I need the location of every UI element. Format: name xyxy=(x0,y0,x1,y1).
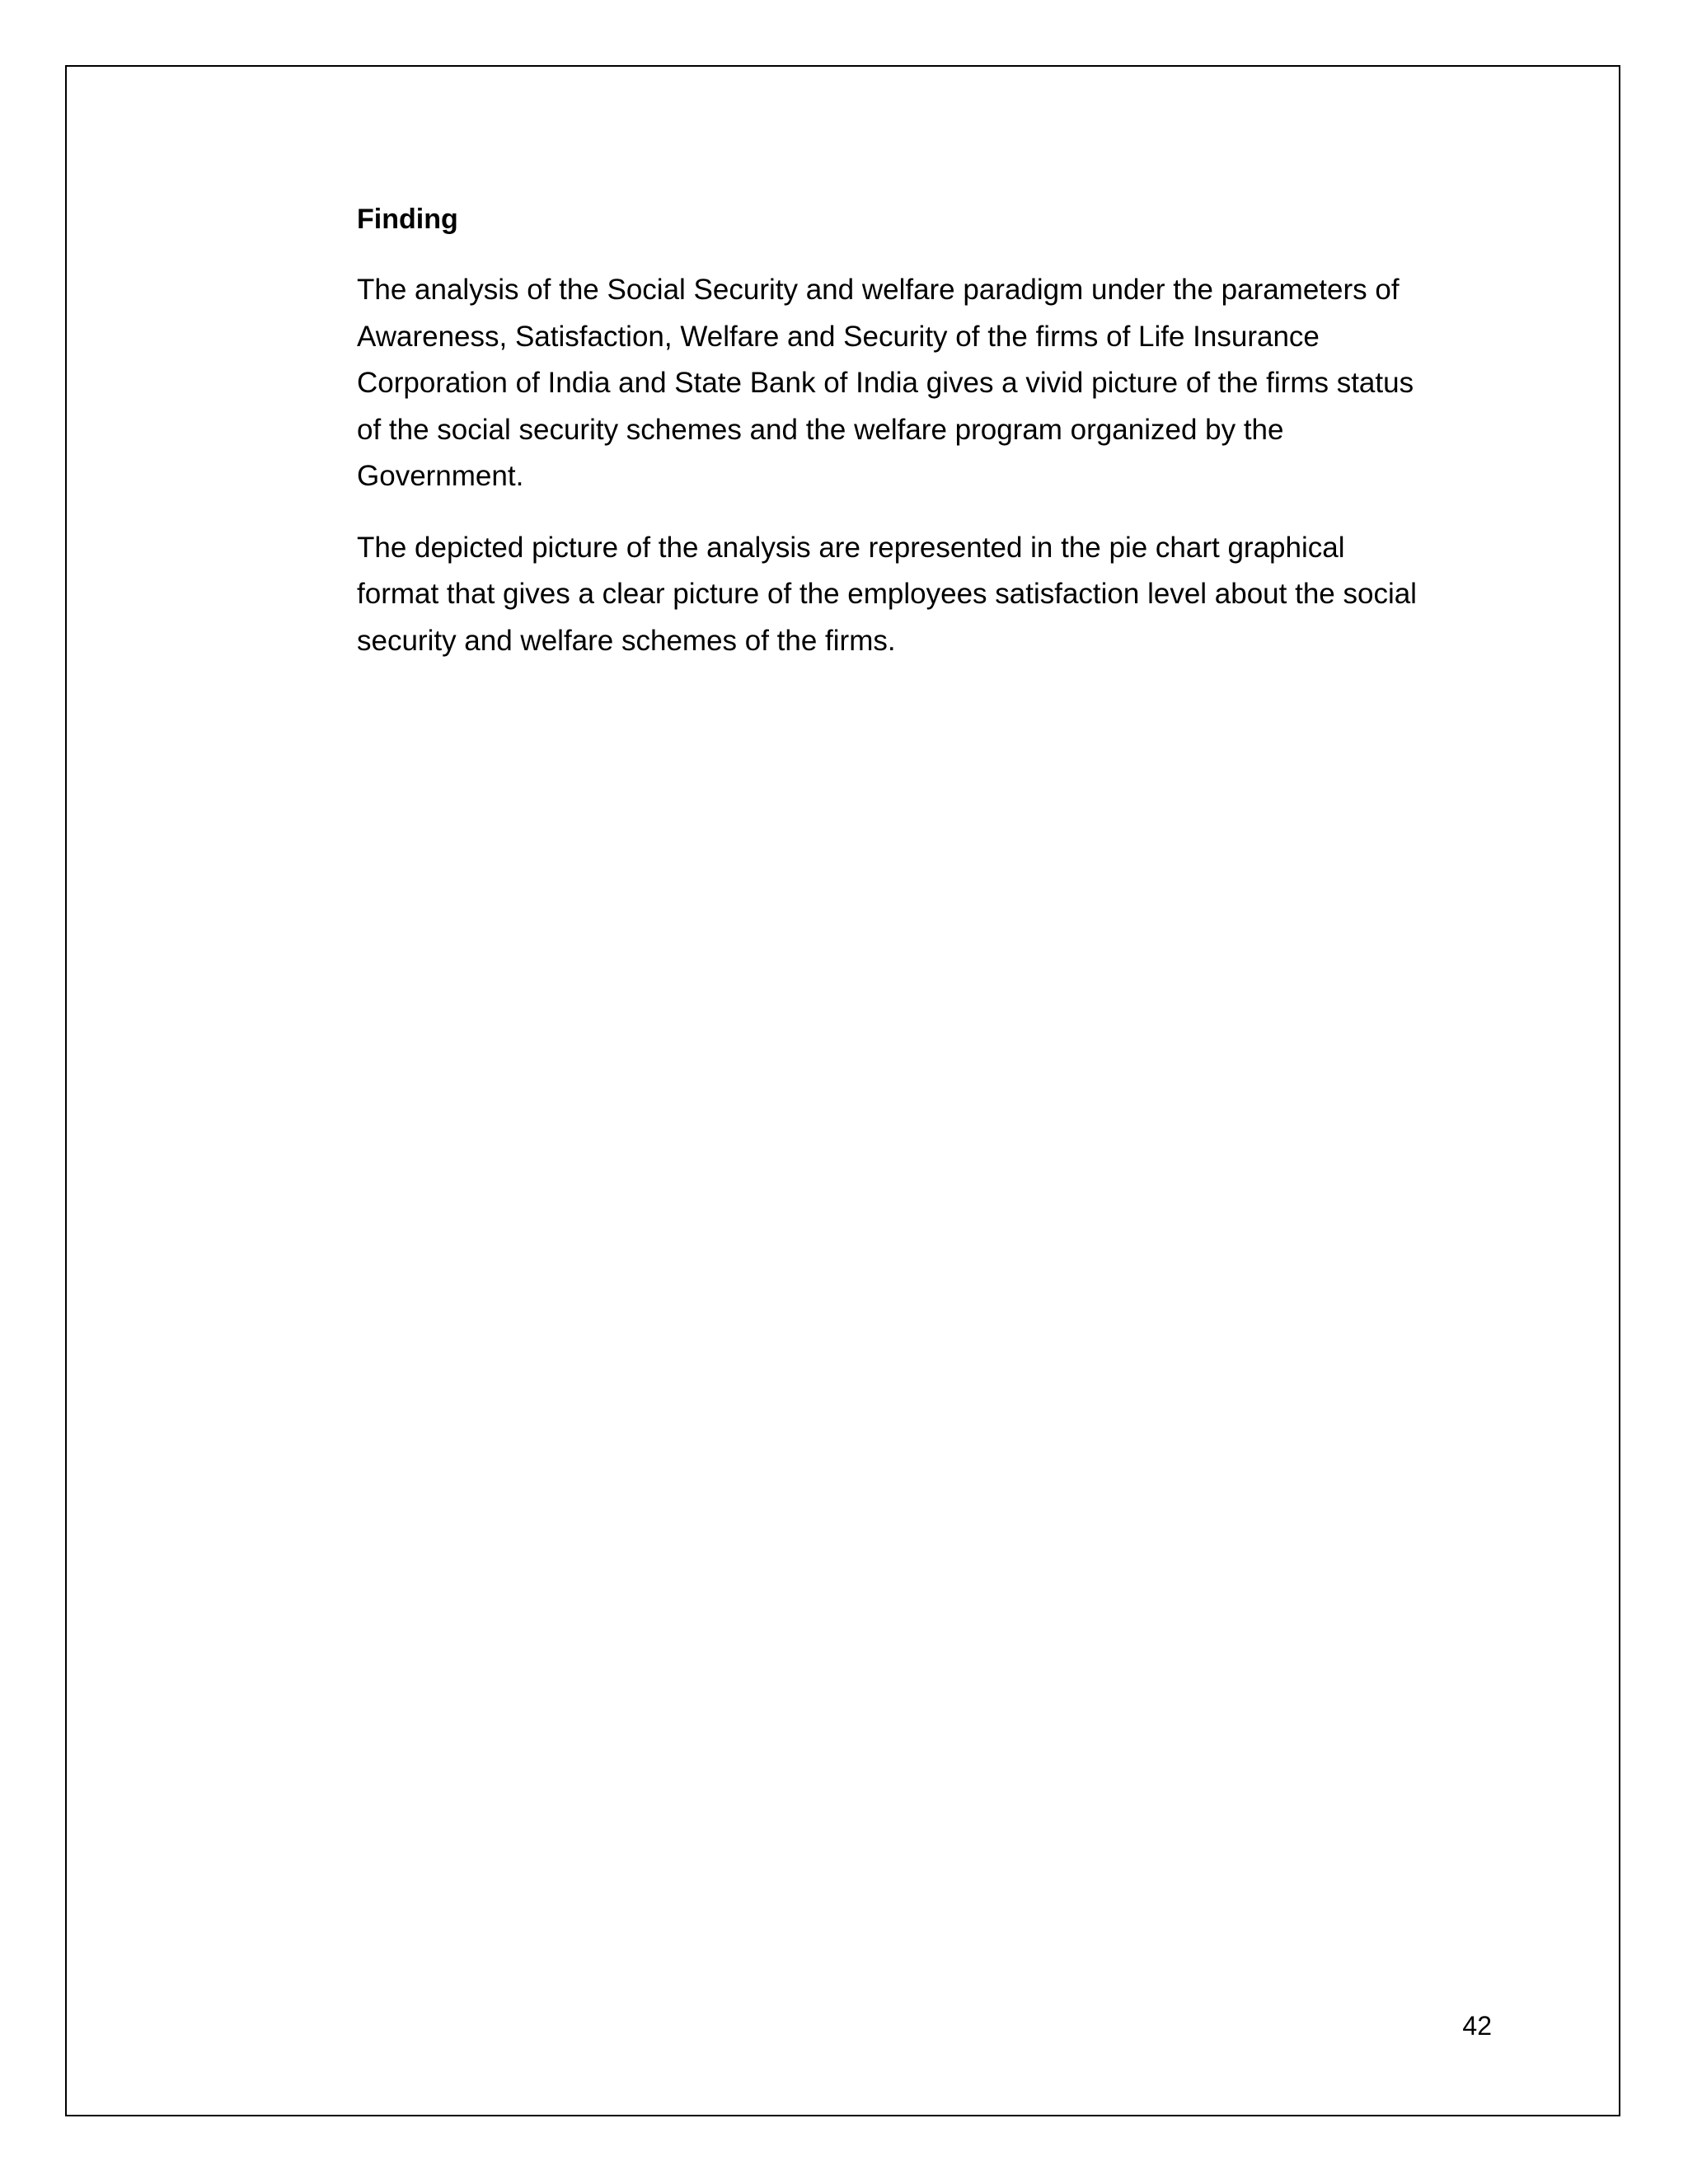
page-number: 42 xyxy=(1462,2011,1492,2041)
text-line: security and welfare schemes of the firms. xyxy=(357,624,896,657)
section-heading: Finding xyxy=(357,204,458,235)
page-content xyxy=(357,196,1511,689)
text-line: Corporation of India and State Bank of India gives a vivid picture of the firms status xyxy=(357,367,1414,399)
text-line: format that gives a clear picture of the employees satisfaction level about the social xyxy=(357,578,1417,610)
paragraph-pie-chart xyxy=(357,525,1511,665)
text-line: Government. xyxy=(357,460,524,492)
paragraph-analysis xyxy=(357,267,1511,500)
text-line: The analysis of the Social Security and welfare paradigm under the parameters of xyxy=(357,274,1400,306)
text-line: Awareness, Satisfaction, Welfare and Security of the firms of Life Insurance xyxy=(357,320,1320,353)
text-line: of the social security schemes and the welfare program organized by the xyxy=(357,413,1284,446)
text-line: The depicted picture of the analysis are represented in the pie chart graphical xyxy=(357,531,1345,564)
